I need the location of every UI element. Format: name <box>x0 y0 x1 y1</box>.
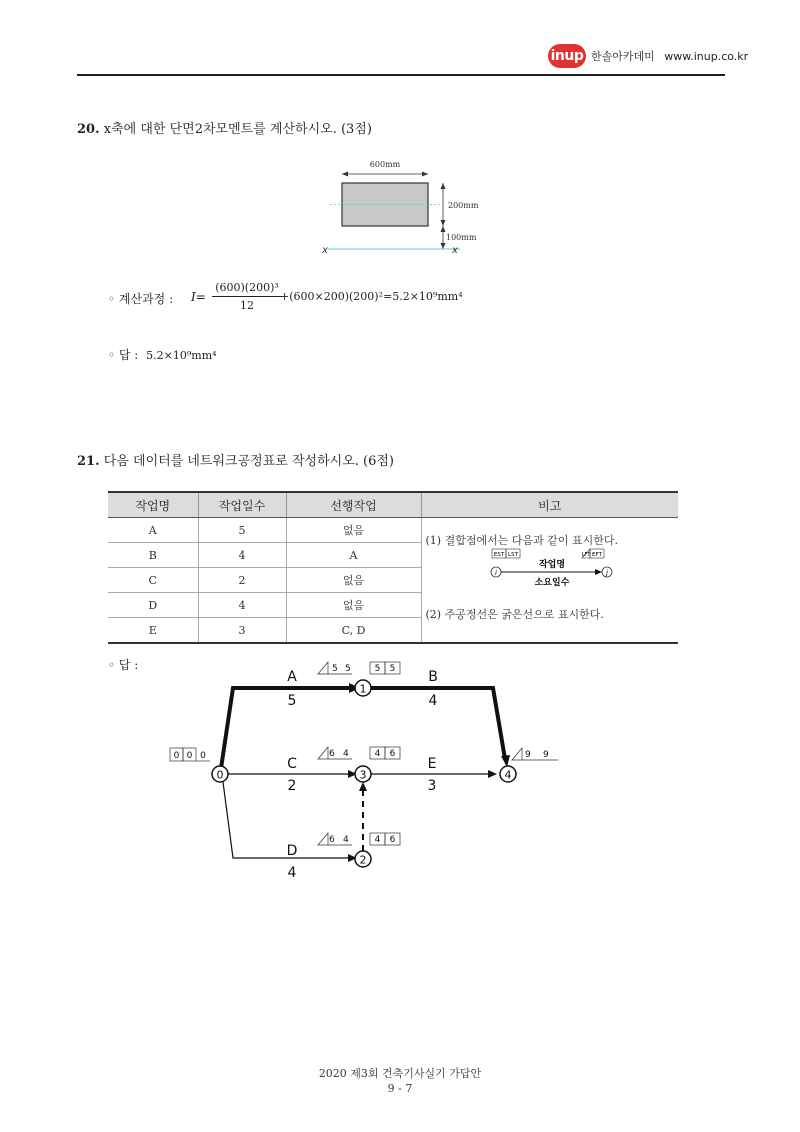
activity-D-name: D <box>286 843 298 859</box>
legend-duration: 소요일수 <box>534 578 569 588</box>
q21-number: 21. <box>77 454 100 469</box>
header-predecessor: 선행작업 <box>286 492 421 518</box>
inup-logo: inup <box>548 44 586 68</box>
footer-title: 2020 제3회 건축기사실기 가답안 <box>318 1067 482 1080</box>
formula-numerator: (600)(200)³ <box>212 281 282 297</box>
legend-lft: LFT <box>581 552 590 558</box>
q20-title <box>77 118 372 137</box>
n2-est: 4 <box>343 835 349 845</box>
activity-C-duration: 2 <box>287 778 297 794</box>
legend-activity: 작업명 <box>538 560 565 570</box>
brand-name: 한솔아카데미 <box>591 50 655 63</box>
remarks-cell <box>421 518 678 644</box>
cell-duration: 3 <box>198 618 286 644</box>
node-0-label: 0 <box>216 768 224 782</box>
n4-lst: 9 <box>525 750 531 760</box>
q20-answer-label: ◦ 답 : <box>108 348 139 362</box>
n2-lst: 6 <box>329 835 335 845</box>
header-remarks: 비고 <box>421 492 678 518</box>
cell-predecessor: C, D <box>286 618 421 644</box>
n2-eft: 4 <box>374 835 381 845</box>
n2-lft: 6 <box>389 835 396 845</box>
header-duration: 작업일수 <box>198 492 286 518</box>
offset-label: 100mm <box>446 233 477 242</box>
cell-predecessor: 없음 <box>286 568 421 593</box>
activity-B-name: B <box>428 669 438 685</box>
n0-lst: 0 <box>186 751 193 761</box>
n4-lft: 9 <box>543 750 549 760</box>
header-activity: 작업명 <box>108 492 198 518</box>
note-2: (2) 주공정선은 굵은선으로 표시한다. <box>425 608 604 621</box>
width-label: 600mm <box>369 160 401 169</box>
node-3-label: 3 <box>359 768 367 782</box>
cell-duration: 4 <box>198 543 286 568</box>
activity-C-name: C <box>287 756 297 772</box>
node-2-time-box <box>318 833 400 845</box>
cell-duration: 2 <box>198 568 286 593</box>
q20-answer <box>108 346 217 363</box>
q21-text: 다음 데이터를 네트워크공정표로 작성하시오. (6점) <box>103 454 395 469</box>
network-diagram <box>160 655 580 885</box>
n1-lft: 5 <box>345 664 351 674</box>
axis-left-label: x <box>322 245 328 256</box>
n3-lft: 6 <box>389 749 396 759</box>
process-label: ◦ 계산과정 : <box>108 292 174 306</box>
table-header-row <box>108 492 678 518</box>
legend-lst: LST <box>507 552 518 558</box>
formula-rest: +(600×200)(200)²=5.2×10⁹mm⁴ <box>280 290 463 303</box>
node-4-label: 4 <box>504 768 512 782</box>
node-1-time-box <box>318 662 400 674</box>
n1-est: 5 <box>374 664 381 674</box>
legend-eft: EFT <box>591 552 602 558</box>
node-2-label: 2 <box>359 853 367 867</box>
n1-lst: 5 <box>332 664 338 674</box>
cell-activity: C <box>108 568 198 593</box>
q21-title <box>77 450 394 469</box>
formula-lhs-text: I= <box>191 290 206 304</box>
activity-A-name: A <box>287 669 297 685</box>
cell-duration: 5 <box>198 518 286 543</box>
table-row <box>108 518 678 543</box>
node-legend-diagram <box>482 548 622 598</box>
n0-lft: 0 <box>200 751 206 761</box>
footer-page: 9 - 7 <box>387 1082 413 1095</box>
legend-node-j-label: j <box>605 569 608 577</box>
height-label: 200mm <box>448 201 479 210</box>
q21-data-table <box>108 491 678 644</box>
edge-B-arrow <box>501 755 510 767</box>
axis-right-label: x <box>452 245 458 256</box>
node-4-time-box <box>512 748 558 760</box>
activity-E-name: E <box>427 756 437 772</box>
activity-B-duration: 4 <box>428 693 438 709</box>
brand-line <box>591 48 748 64</box>
node-3-time-box <box>318 747 400 759</box>
note-1: (1) 결합점에서는 다음과 같이 표시한다. <box>425 534 618 547</box>
q20-text: x축에 대한 단면2차모멘트를 계산하시오. (3점) <box>103 122 372 137</box>
q20-section-figure <box>300 150 500 260</box>
n0-est: 0 <box>173 751 180 761</box>
q20-number: 20. <box>77 122 100 137</box>
cell-predecessor: 없음 <box>286 593 421 618</box>
edge-E-arrow <box>488 770 497 778</box>
formula-lhs <box>191 290 206 304</box>
formula-fraction <box>212 281 282 312</box>
cell-activity: A <box>108 518 198 543</box>
legend-est: EST <box>493 552 504 558</box>
q20-process <box>108 290 173 307</box>
edge-dummy-arrow <box>359 782 367 791</box>
brand-url: www.inup.co.kr <box>664 50 749 63</box>
header-rule <box>77 74 725 76</box>
cell-predecessor: 없음 <box>286 518 421 543</box>
activity-E-duration: 3 <box>427 778 437 794</box>
q20-answer-value: 5.2×10⁹mm⁴ <box>146 349 217 362</box>
cell-duration: 4 <box>198 593 286 618</box>
cell-activity: D <box>108 593 198 618</box>
cell-activity: B <box>108 543 198 568</box>
cell-activity: E <box>108 618 198 644</box>
node-1-label: 1 <box>359 682 367 696</box>
n3-lst: 6 <box>329 749 335 759</box>
activity-D-duration: 4 <box>287 865 297 881</box>
cell-predecessor: A <box>286 543 421 568</box>
legend-node-i-label: i <box>494 569 497 577</box>
n1-eft: 5 <box>389 664 396 674</box>
activity-A-duration: 5 <box>287 693 297 709</box>
q21-answer-label: ◦ 답 : <box>108 658 139 672</box>
node-0-time-box <box>170 748 210 761</box>
n3-est: 4 <box>343 749 349 759</box>
n3-eft: 4 <box>374 749 381 759</box>
formula-denominator: 12 <box>240 299 254 312</box>
